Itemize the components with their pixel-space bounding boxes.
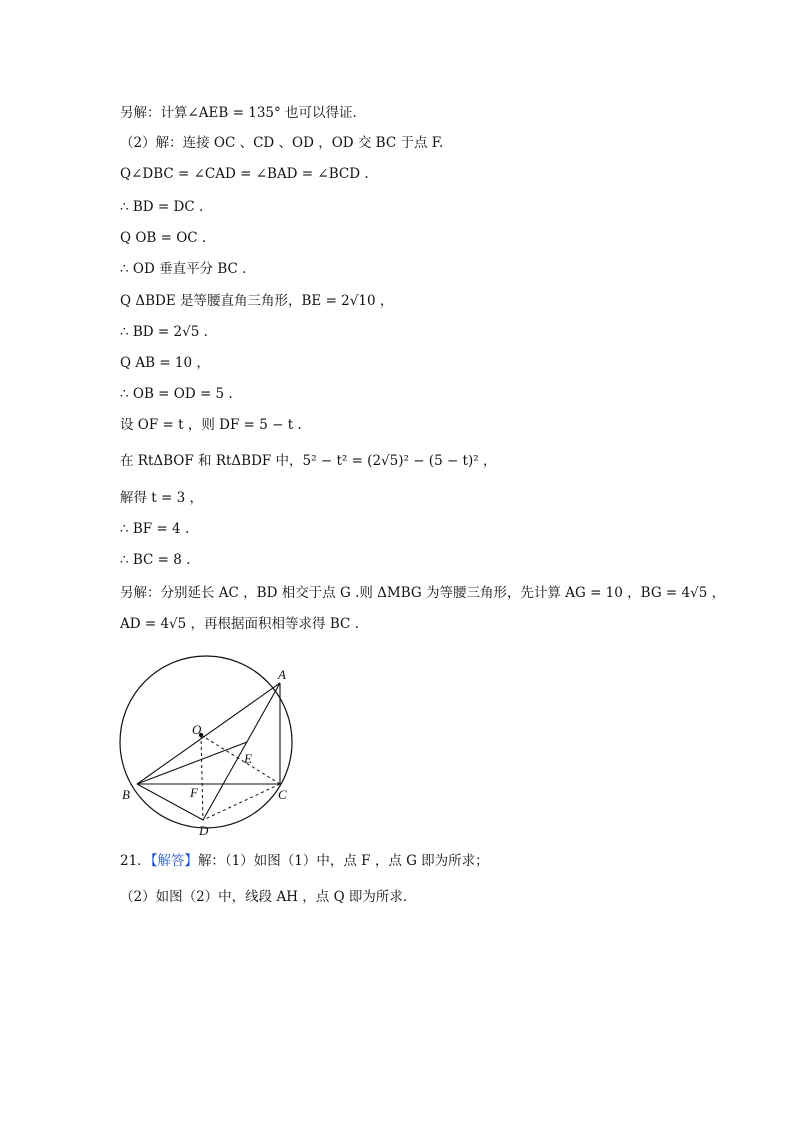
solution-line: 解得 t = 3 ， <box>120 490 203 506</box>
solution-line: 另解：计算∠AEB = 135° 也可以得证． <box>120 105 367 121</box>
solution-line: ∴ OD 垂直平分 BC . <box>120 261 247 277</box>
segment-od <box>201 735 203 820</box>
label-o: O <box>192 722 202 737</box>
label-a: A <box>278 667 286 682</box>
segment-ab <box>137 683 280 784</box>
segment-cd <box>203 784 280 820</box>
segment-oc <box>201 735 280 784</box>
label-b: B <box>122 787 130 802</box>
circle-o <box>120 656 292 828</box>
solution-line: ∴ BD = DC . <box>120 199 204 215</box>
geometry-figure <box>110 642 310 842</box>
label-d: D <box>199 823 209 838</box>
solution-line: ∴ BD = 2√5 . <box>120 324 208 340</box>
label-c: C <box>278 787 287 802</box>
solution-line: AD = 4√5 ，再根据面积相等求得 BC . <box>120 616 359 632</box>
solution-line: ∴ OB = OD = 5 . <box>120 386 233 402</box>
question-21-part2: （2）如图（2）中，线段 AH ，点 Q 即为所求． <box>120 889 417 905</box>
solution-line: Q∠DBC = ∠CAD = ∠BAD = ∠BCD . <box>120 166 369 182</box>
label-e: E <box>244 751 252 766</box>
segment-be <box>137 742 247 784</box>
question-number: 21． <box>120 853 151 869</box>
label-f: F <box>190 785 198 800</box>
solution-line: （2）解：连接 OC 、CD 、OD ，OD 交 BC 于点 F. <box>120 135 444 151</box>
solution-line: 在 RtΔBOF 和 RtΔBDF 中，5² − t² = (2√5)² − (5 − t)² ， <box>120 453 497 469</box>
question-21-header <box>120 852 489 870</box>
solution-line: ∴ BC = 8 . <box>120 552 191 568</box>
solution-line: Q AB = 10 ， <box>120 355 210 371</box>
solution-line: Q OB = OC . <box>120 230 207 246</box>
solution-line: ∴ BF = 4 . <box>120 521 190 537</box>
solution-line: Q ΔBDE 是等腰直角三角形，BE = 2√10 ， <box>120 293 394 309</box>
answer-tag: 【解答】 <box>150 853 198 869</box>
question-21-text: 解：（1）如图（1）中，点 F ，点 G 即为所求； <box>197 853 489 869</box>
segment-ad <box>203 683 280 820</box>
solution-line: 设 OF = t ，则 DF = 5 − t . <box>120 417 302 433</box>
solution-line: 另解：分别延长 AC ，BD 相交于点 G .则 ΔMBG 为等腰三角形，先计算 AG = 10 ，BG = 4√5 ， <box>120 585 726 601</box>
